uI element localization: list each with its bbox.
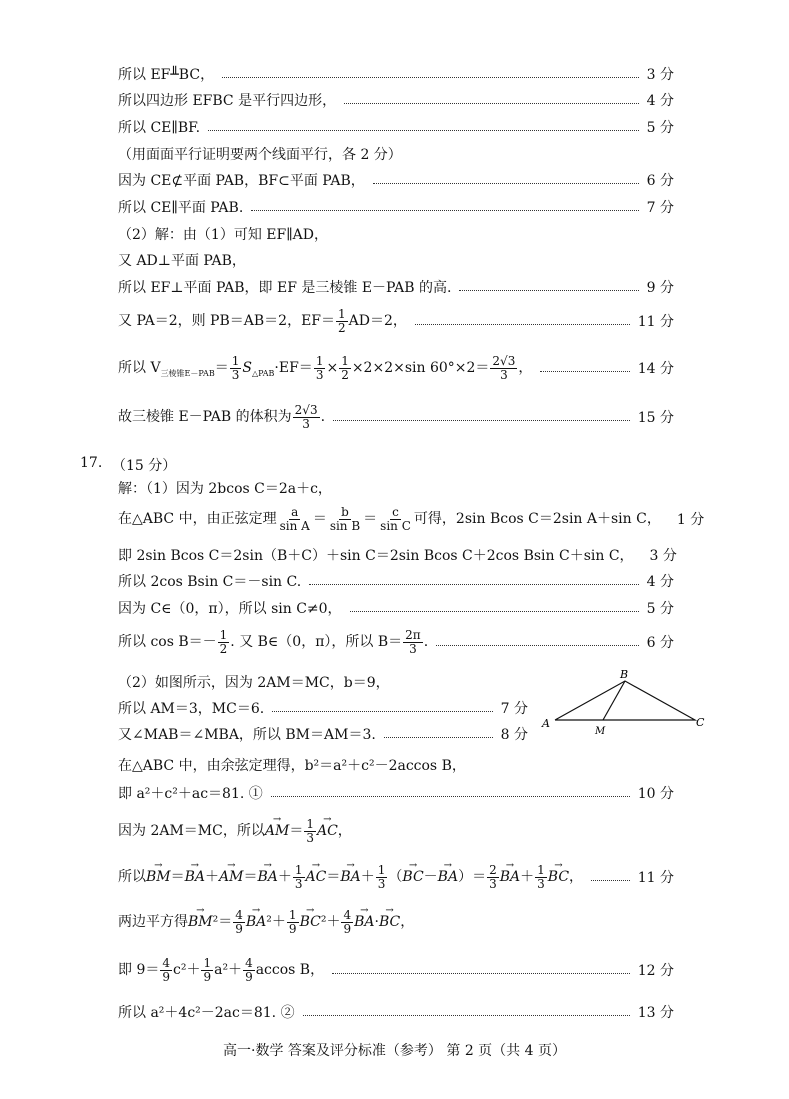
score: 3 分 xyxy=(649,548,677,564)
score: 11 分 xyxy=(637,870,674,886)
line-7 xyxy=(118,223,674,245)
q17-line-3: 即 2sin Bcos C＝2sin（B＋C）＋sin C＝2sin Bcos C＋2cos Bsin C＋sin C， 3 分 xyxy=(118,544,674,566)
q17-line-14 xyxy=(118,907,674,936)
line-text: 所以 cos B＝－ $\frac{1}{2}$ . 又 B∈（0，π），所以 B＝ $\frac{2\pi}{3}$ . xyxy=(118,627,429,656)
dot-leader xyxy=(415,322,630,325)
q17-line-8: 所以 AM＝3，MC＝6. 7 分 xyxy=(118,697,528,719)
dot-leader xyxy=(459,288,638,291)
score: 7 分 xyxy=(646,200,674,216)
dot-leader xyxy=(332,971,630,974)
q17-line-7: （2）如图所示，因为 2AM＝MC，b＝9， xyxy=(118,675,390,691)
dot-leader xyxy=(208,128,639,131)
line-text: 又 AD⊥平面 PAB， xyxy=(118,253,246,269)
score: 6 分 xyxy=(646,635,674,651)
score: 8 分 xyxy=(500,727,528,743)
dot-leader xyxy=(333,418,630,421)
score: 11 分 xyxy=(637,314,674,330)
label-a: A xyxy=(542,717,550,730)
q17-line-11: 即 a²＋c²＋ac＝81. ① 10 分 xyxy=(118,782,674,804)
q17-line-12 xyxy=(118,816,674,845)
triangle-outline xyxy=(555,681,695,720)
line-2 xyxy=(118,89,674,111)
dot-leader xyxy=(436,643,639,646)
score: 5 分 xyxy=(646,601,674,617)
score: 6 分 xyxy=(646,173,674,189)
q17-line-16: 所以 a²＋4c²－2ac＝81. ② 13 分 xyxy=(118,1001,674,1023)
line-9 xyxy=(118,276,674,298)
label-m: M xyxy=(595,726,606,737)
dot-leader xyxy=(303,1013,630,1016)
line-text: 所以→ BM＝→ BA＋→ AM＝→ BA＋ $\frac{1}{3}$ → AC＝→ BA＋ $\frac{1}{3}$ （→ BC－→ BA）＝ $\frac{2}{3}$ → BA＋ $\frac{1}{3}$ → BC， xyxy=(118,864,583,890)
q17-line-10: 在△ABC 中，由余弦定理得，b²＝a²＋c²－2accos B， xyxy=(118,758,466,774)
line-4 xyxy=(118,143,674,165)
score: 4 分 xyxy=(646,574,674,590)
line-8 xyxy=(118,249,674,271)
dot-leader xyxy=(373,181,639,184)
score: 14 分 xyxy=(637,361,674,377)
line-1 xyxy=(118,63,674,85)
score: 7 分 xyxy=(500,701,528,717)
q17-line-13 xyxy=(118,862,674,891)
line-text: 两边平方得→ BM²＝ $\frac{4}{9}$ → BA²＋ $\frac{1}{9}$ → BC²＋ $\frac{4}{9}$ → BA·→ BC， xyxy=(118,909,414,935)
question-points: （15 分） xyxy=(112,458,177,474)
q17-line-2 xyxy=(118,504,705,533)
line-text: 因为 CE⊄平面 PAB，BF⊂平面 PAB， xyxy=(118,173,365,189)
dot-leader xyxy=(309,582,638,585)
line-3 xyxy=(118,116,674,138)
page-footer: 高一·数学 答案及评分标准（参考） 第 2 页（共 4 页） xyxy=(223,1043,566,1059)
line-10 xyxy=(118,306,674,335)
score: 10 分 xyxy=(637,786,674,802)
line-text: 即 9＝ $\frac{4}{9}$ c²＋ $\frac{1}{9}$ a²＋ $\frac{4}{9}$ accos B， xyxy=(118,955,325,984)
q17-line-9: 又∠MAB＝∠MBA，所以 BM＝AM＝3. 8 分 xyxy=(118,723,528,745)
line-text: 在△ABC 中，由正弦定理 $\frac{a}{\text{sin A}}$ ＝ $\frac{b}{\text{sin B}}$ ＝ $\frac{c}{\text{sin C}}$ 可得，2sin Bcos C＝2sin A＋sin C， xyxy=(118,504,661,533)
dot-leader xyxy=(222,75,639,78)
score: 4 分 xyxy=(646,93,674,109)
dot-leader xyxy=(540,369,629,372)
line-12 xyxy=(118,402,674,431)
score: 1 分 xyxy=(676,512,705,528)
dot-leader xyxy=(350,609,639,612)
dot-leader xyxy=(344,101,639,104)
score: 13 分 xyxy=(637,1005,674,1021)
line-text: （用面面平行证明要两个线面平行，各 2 分） xyxy=(118,147,402,163)
line-text: 所以 EF╨BC， xyxy=(118,67,215,83)
line-text: 因为 2AM＝MC，所以→ AM＝ $\frac{1}{3}$ → AC， xyxy=(118,818,352,844)
triangle-figure xyxy=(538,668,708,738)
dot-leader xyxy=(272,709,492,712)
score: 5 分 xyxy=(646,120,674,136)
label-b: B xyxy=(620,668,629,681)
line-11 xyxy=(118,353,674,382)
q17-line-15 xyxy=(118,955,674,984)
score: 15 分 xyxy=(637,410,674,426)
q17-line-5: 因为 C∈（0，π），所以 sin C≠0， 5 分 xyxy=(118,597,674,619)
line-text: 所以 CE∥平面 PAB. xyxy=(118,200,244,216)
line-text: 所以 CE∥BF. xyxy=(118,120,201,136)
line-text: （2）解：由（1）可知 EF∥AD， xyxy=(118,227,328,243)
score: 12 分 xyxy=(637,963,674,979)
line-text: 故三棱锥 E－PAB 的体积为 $\frac{2√3}{3}$ . xyxy=(118,402,326,431)
q17-line-4: 所以 2cos Bsin C＝－sin C. 4 分 xyxy=(118,570,674,592)
dot-leader xyxy=(251,208,638,211)
line-text: 又 PA＝2，则 PB＝AB＝2，EF＝ $\frac{1}{2}$ AD＝2， xyxy=(118,306,407,335)
line-6 xyxy=(118,196,674,218)
score: 9 分 xyxy=(646,280,674,296)
label-c: C xyxy=(696,716,705,729)
dot-leader xyxy=(384,735,493,738)
q17-line-1: 解：（1）因为 2bcos C＝2a＋c， xyxy=(118,481,332,497)
line-text: 所以 EF⊥平面 PAB，即 EF 是三棱锥 E－PAB 的高. xyxy=(118,280,452,296)
dot-leader xyxy=(271,794,630,797)
q17-line-6 xyxy=(118,627,674,656)
fraction: $\frac{1}{2}$ xyxy=(338,306,346,335)
dot-leader xyxy=(591,878,630,881)
question-number: 17. xyxy=(80,455,103,471)
line-text: 所以四边形 EFBC 是平行四边形， xyxy=(118,93,337,109)
score: 3 分 xyxy=(646,67,674,83)
line-text: 所以 $V_{三棱锥E-PAB}=$ $\frac{1}{3}$ $S_{\triangle PAB}\cdot EF=$ $\frac{1}{3}$ × $\frac{1}{2}$ ×2×2×sin 60°×2＝ $\frac{2√3}{3}$ ， xyxy=(118,353,533,382)
line-5 xyxy=(118,169,674,191)
